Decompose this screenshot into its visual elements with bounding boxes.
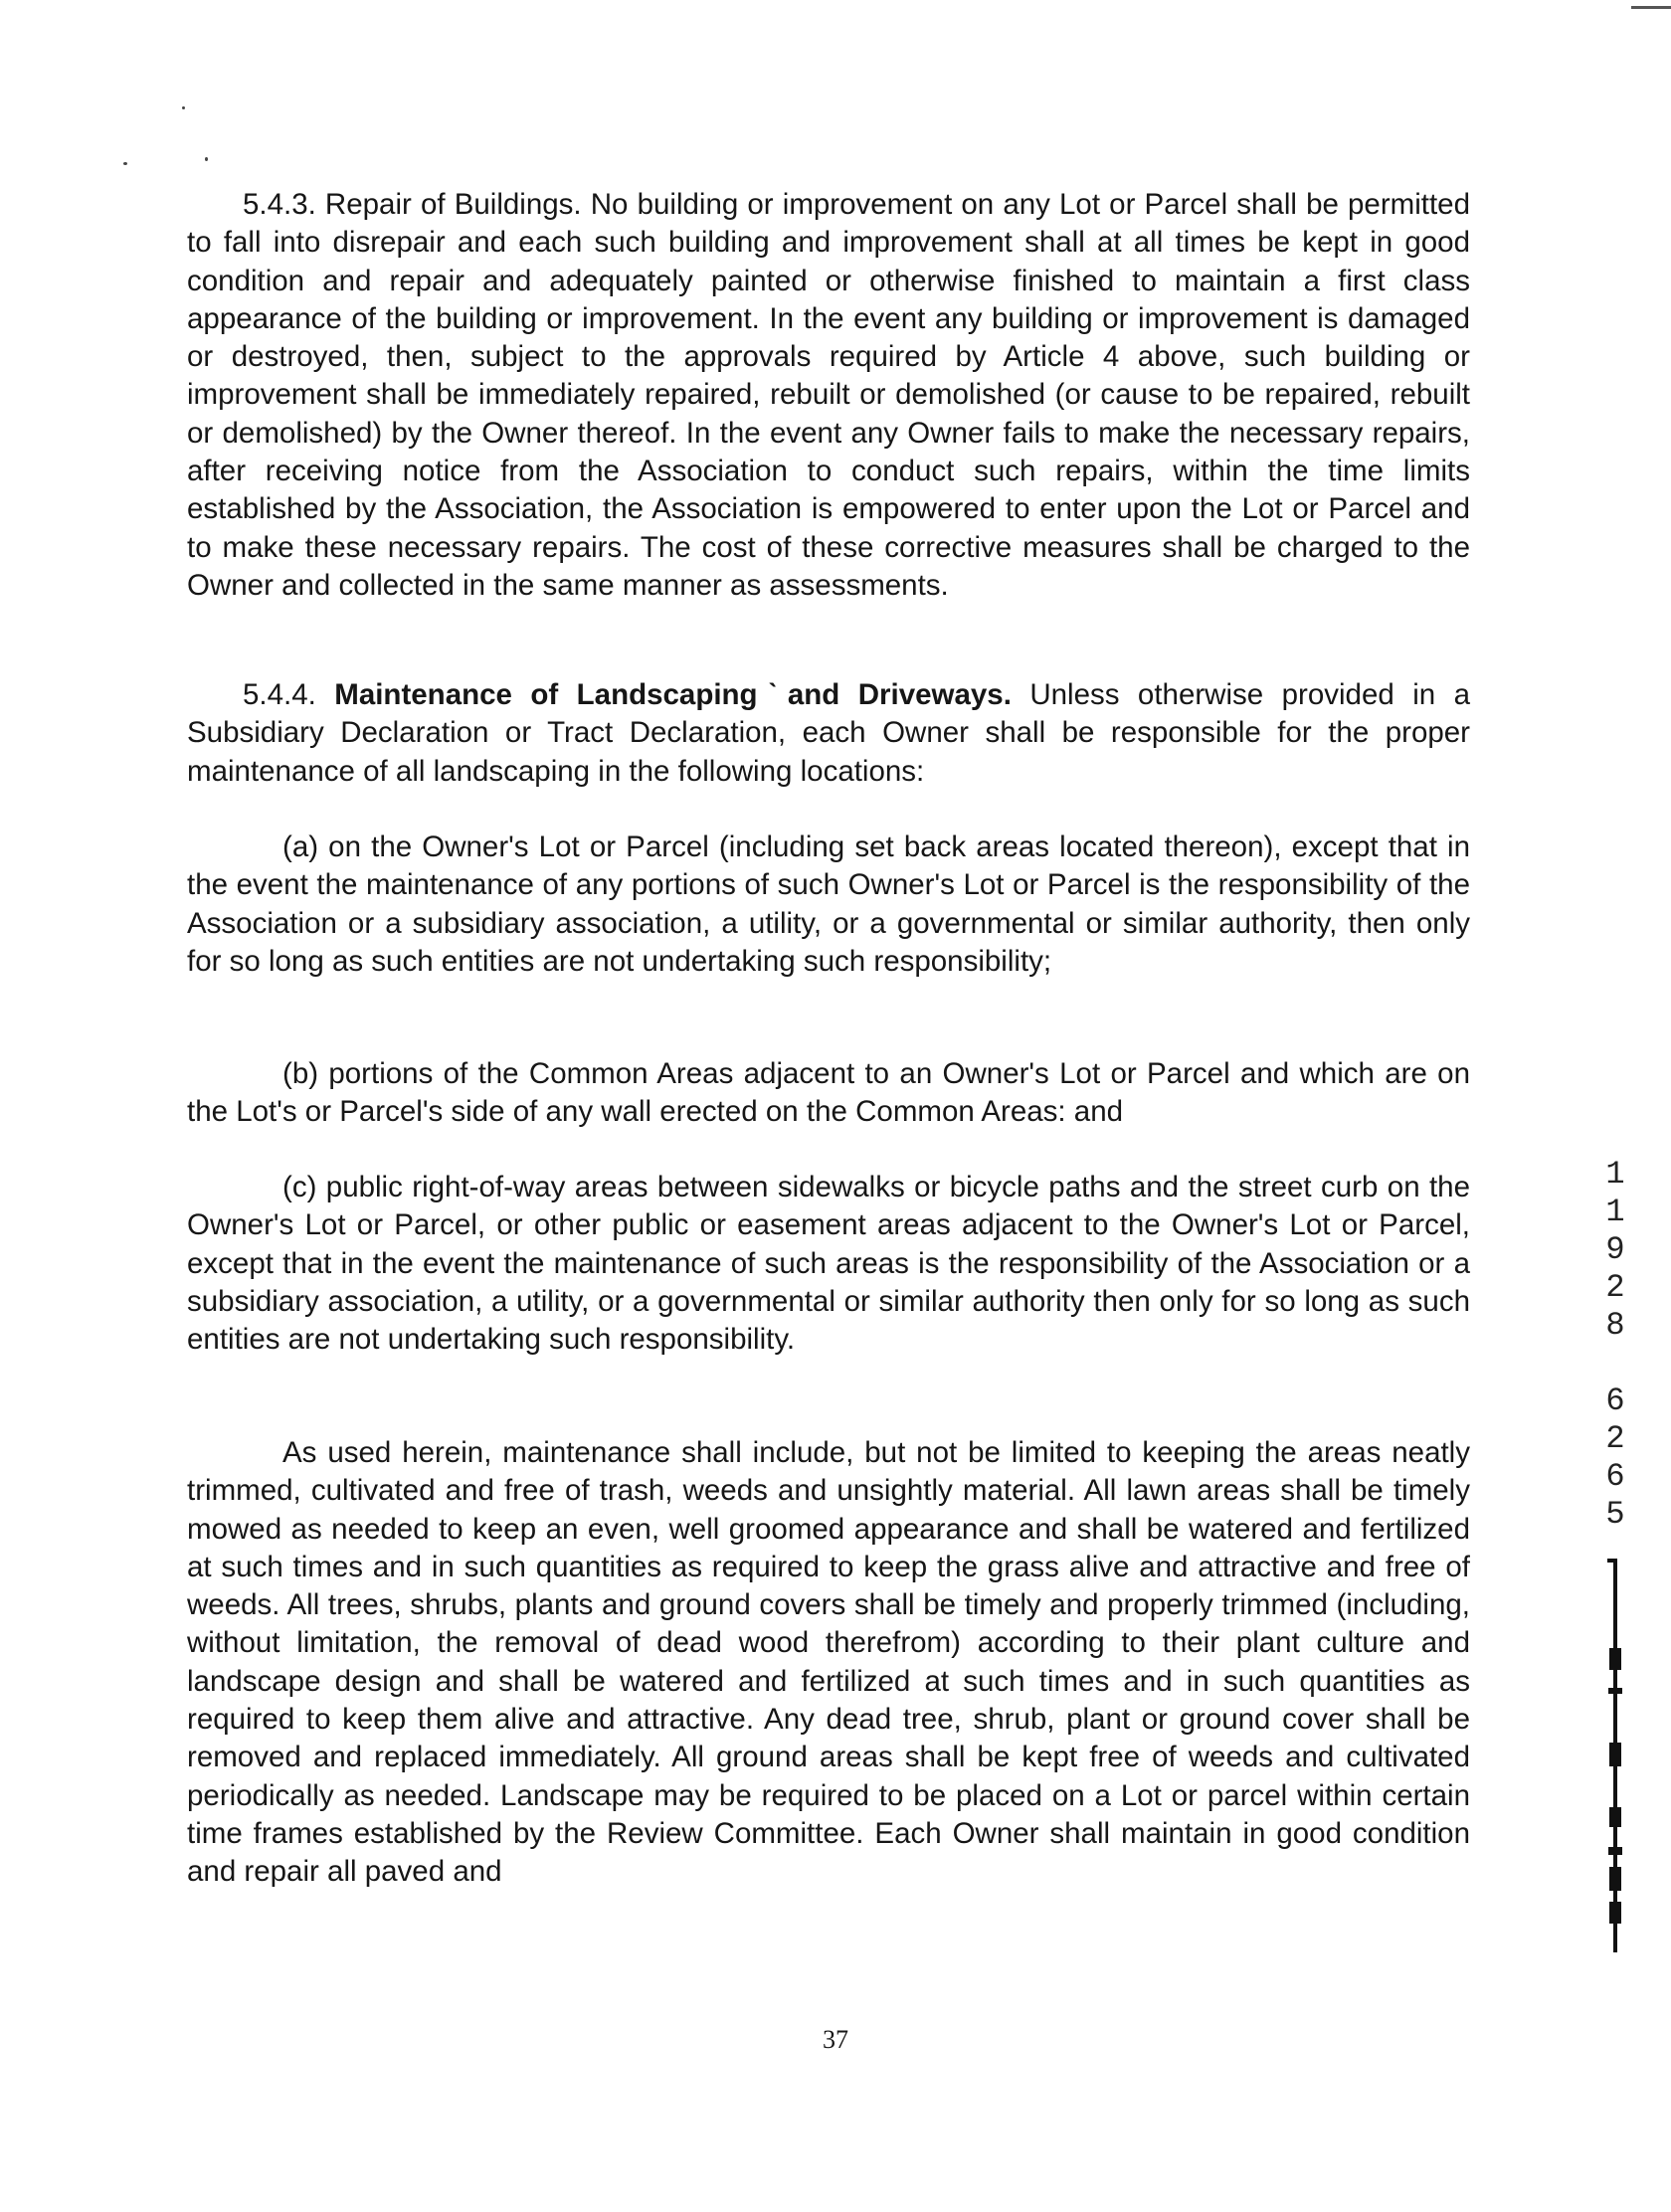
list-item-b: (b) portions of the Common Areas adjacent to an Owner's Lot or Parcel and which are on the Lot's or Parcel's side of any wall erected on the Common Areas: and — [187, 1057, 1470, 1129]
corner-scan-mark — [1631, 6, 1671, 9]
section-5-4-4 — [187, 676, 1470, 791]
scan-speck — [205, 157, 208, 161]
scan-speck — [182, 106, 185, 109]
section-5-4-3: 5.4.3. Repair of Buildings. No building or improvement on any Lot or Parcel shall be permitted to fall into disrepair and each such building and improvement shall at all times be kept in good condition and repair and adequately painted or otherwise finished to maintain a first class appearance of the building or improvement. In the event any building or improvement is damaged or destroyed, then, subject to the approvals required by Article 4 above, such building or improvement shall be immediately repaired, rebuilt or demolished (or cause to be repaired, rebuilt or demolished) by the Owner thereof. In the event any Owner fails to make the necessary repairs, after receiving notice from the Association to conduct such repairs, within the time limits established by the Association, the Association is empowered to enter upon the Lot or Parcel and to make these necessary repairs. The cost of these corrective measures shall be charged to the Owner and collected in the same manner as assessments. — [187, 188, 1470, 602]
section-5-4-4-number: 5.4.4. — [243, 678, 335, 711]
section-5-4-4-body: Unless otherwise provided in a Subsidiary Declaration or Tract Declaration, each Owner shall be responsible for the proper maintenance of all landscaping in the following locations: — [187, 678, 1471, 788]
list-item-c: (c) public right-of-way areas between sidewalks or bicycle paths and the street curb on the Owner's Lot or Parcel, or other public or easement areas adjacent to the Owner's Lot or Parcel, except that in the event the maintenance of such areas is the responsibility of the Association or a subsidiary association, a utility, or a governmental or similar authority then only for so long as such entities are not undertaking such responsibility. — [187, 1171, 1470, 1357]
margin-recording-stamp: 1 1 9 2 8 6 2 6 5 — [1605, 1156, 1625, 1533]
margin-barcode-mark — [1603, 1559, 1627, 1956]
list-item-a: (a) on the Owner's Lot or Parcel (including set back areas located thereon), except that in the event the maintenance of any portions of such Owner's Lot or Parcel is the responsibility of the Association or a subsidiary association, a utility, or a governmental or similar authority, then only for so long as such entities are not undertaking such responsibility; — [187, 830, 1470, 978]
maintenance-paragraph: As used herein, maintenance shall include, but not be limited to keeping the areas neatly trimmed, cultivated and free of trash, weeds and unsightly material. All lawn areas shall be timely mowed as needed to keep an even, well groomed appearance and shall be watered and fertilized at such times and in such quantities as required to keep the grass alive and attractive and free of weeds. All trees, shrubs, plants and ground covers shall be timely and properly trimmed (including, without limitation, the removal of dead wood therefrom) according to their plant culture and landscape design and shall be watered and fertilized at such times and in such quantities as required to keep them alive and attractive. Any dead tree, shrub, plant or ground cover shall be removed and replaced immediately. All ground areas shall be kept free of weeds and cultivated periodically as needed. Landscape may be required to be placed on a Lot or parcel within certain time frames established by the Review Committee. Each Owner shall maintain in good condition and repair all paved and — [187, 1436, 1470, 1889]
page-number: 37 — [823, 2025, 848, 2054]
scan-speck — [123, 162, 127, 165]
section-5-4-4-heading: Maintenance of Landscapingˋand Driveways. — [334, 678, 1012, 711]
